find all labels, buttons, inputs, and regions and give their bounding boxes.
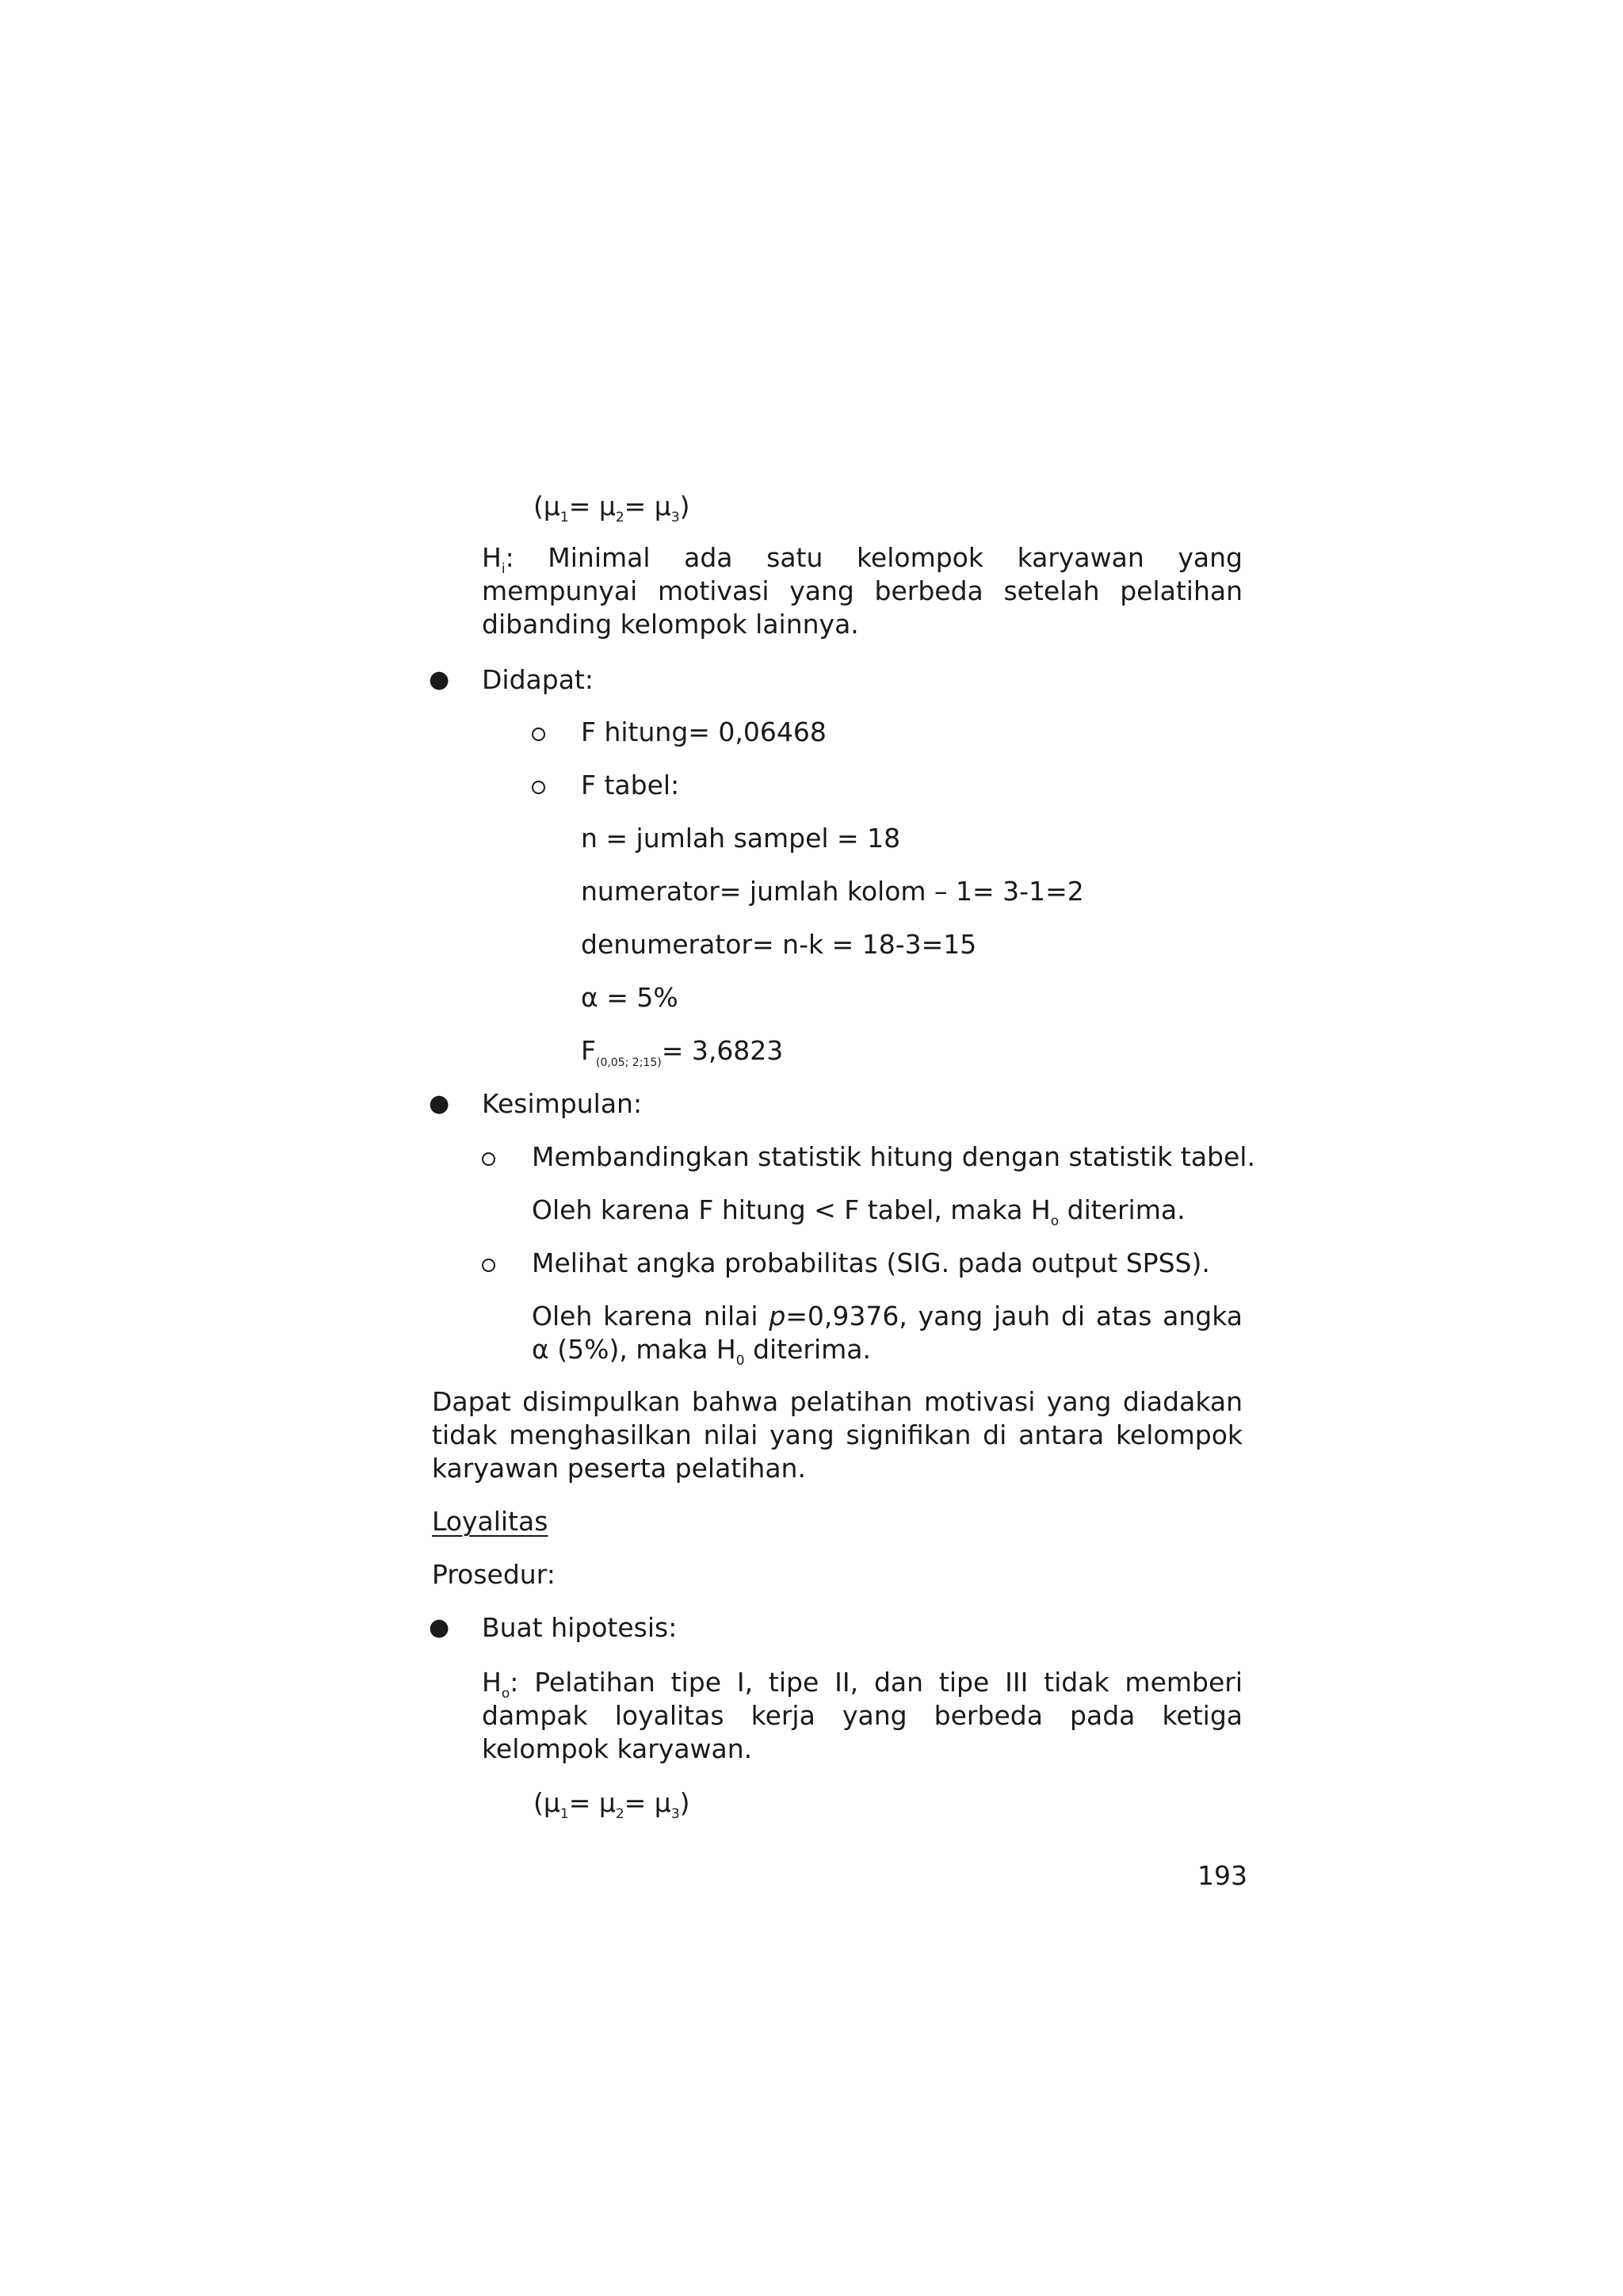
section-label-kesimpulan: Kesimpulan: [482,1088,643,1119]
numerator: numerator= jumlah kolom – 1= 3-1=2 [581,876,1084,907]
hypothesis-equation: $(\mu_1= \mu_2= \mu_3)$ [533,491,690,525]
probability-statement: Melihat angka probabilitas (SIG. pada output SPSS). [532,1247,1210,1278]
conclusion-paragraph: Dapat disimpulkan bahwa pelatihan motivasi yang diadakan tidak menghasilkan nilai yang signifikan di antara kelompok karyawan peserta pelatihan. [432,1386,1243,1484]
bullet-dot-icon: ● [429,1614,450,1641]
compare-result: Oleh karena F hitung < F tabel, maka $H_o$ diterima. [532,1194,1186,1229]
bullet-circle-icon [482,1259,495,1272]
bullet-circle-icon [482,1152,495,1166]
compare-statement: Membandingkan statistik hitung dengan statistik tabel. [532,1141,1255,1172]
bullet-dot-icon: ● [429,666,450,693]
denumerator: denumerator= n-k = 18-3=15 [581,929,977,960]
make-hypothesis-label: Buat hipotesis: [482,1612,678,1643]
alpha-level: α = 5% [581,982,678,1013]
procedure-label: Prosedur: [432,1559,556,1590]
alternative-hypothesis: $H_i$: Minimal ada satu kelompok karyawan yang mempunyai motivasi yang berbeda setelah pelatihan dibanding kelompok lainnya. [482,542,1243,640]
f-hitung: F hitung= 0,06468 [581,716,827,747]
bullet-circle-icon [532,781,545,794]
section-label-didapat: Didapat: [482,664,594,695]
page-number: 193 [1197,1860,1247,1891]
sample-size: n = jumlah sampel = 18 [581,823,901,854]
section-heading-loyalitas: Loyalitas [432,1506,548,1537]
bullet-circle-icon [532,728,545,741]
bullet-dot-icon: ● [429,1090,450,1117]
null-hypothesis: $H_o$: Pelatihan tipe I, tipe II, dan tipe III tidak memberi dampak loyalitas kerja yang berbeda pada ketiga kelompok karyawan. [482,1667,1243,1764]
f-tabel: F tabel: [581,770,680,800]
hypothesis-equation: $(\mu_1= \mu_2= \mu_3)$ [533,1787,690,1822]
f-table-value: $F_{(0,05; 2;15)}= 3,6823$ [581,1035,784,1069]
probability-result: Oleh karena nilai p=0,9376, yang jauh di atas angka α (5%), maka $H_0$ diterima. [532,1301,1243,1369]
